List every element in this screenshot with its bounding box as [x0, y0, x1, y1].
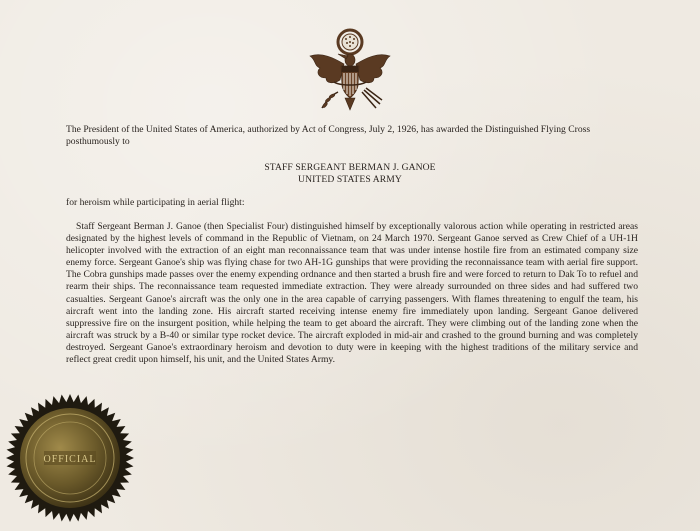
recipient-name: STAFF SERGEANT BERMAN J. GANOE — [264, 162, 436, 173]
seal-label: OFFICIAL — [43, 454, 97, 465]
citation-text: Staff Sergeant Berman J. Ganoe (then Specialist Four) distinguished himself by exceptionally valorous action while operating in restricted areas designated by the highest levels of command in the Republic of Vietnam, on 24 March 1970. Sergeant Ganoe served as Crew Chief of a UH-1H helicopter involved with the extraction of an eight man reconnaissance team that was under intense hostile fire from an estimated company size enemy force. Sergeant Ganoe's ship was flying chase for two AH-1G gunships that were providing the reconnaissance team with aerial fire support. The Cobra gunships made passes over the enemy expending ordnance and then started a brush fire and were forced to return to Dak To to refuel and rearm their ships. The reconnaissance team requested immediate extraction. They were already surrounded on three sides and had suffered two casualties. Sergeant Ganoe's aircraft was the only one in the area capable of carrying passengers. With flames threatening to engulf the team, his aircraft went into the landing zone. His aircraft started receiving intense enemy fire immediately upon landing. Sergeant Ganoe delivered suppressive fire on the insurgent position, while helping the team to get aboard the aircraft. They were climbing out of the landing zone when the aircraft was struck by a B-40 or similar type rocket device. The aircraft exploded in mid-air and crashed to the ground burning and was completely destroyed. Sergeant Ganoe's extraordinary heroism and devotion to duty were in keeping with the highest traditions of the military service and reflect great credit upon himself, his unit, and the United States Army. — [66, 221, 638, 366]
recipient-unit: UNITED STATES ARMY — [298, 174, 402, 185]
award-intro: The President of the United States of America, authorized by Act of Congress, July 2, 1926, has awarded the Distinguished Flying Cross posthumously to — [66, 124, 591, 148]
recipient-block — [0, 162, 700, 186]
official-seal-icon — [4, 392, 136, 524]
heroism-line: for heroism while participating in aerial flight: — [66, 197, 245, 208]
eagle-emblem-icon — [300, 22, 400, 122]
